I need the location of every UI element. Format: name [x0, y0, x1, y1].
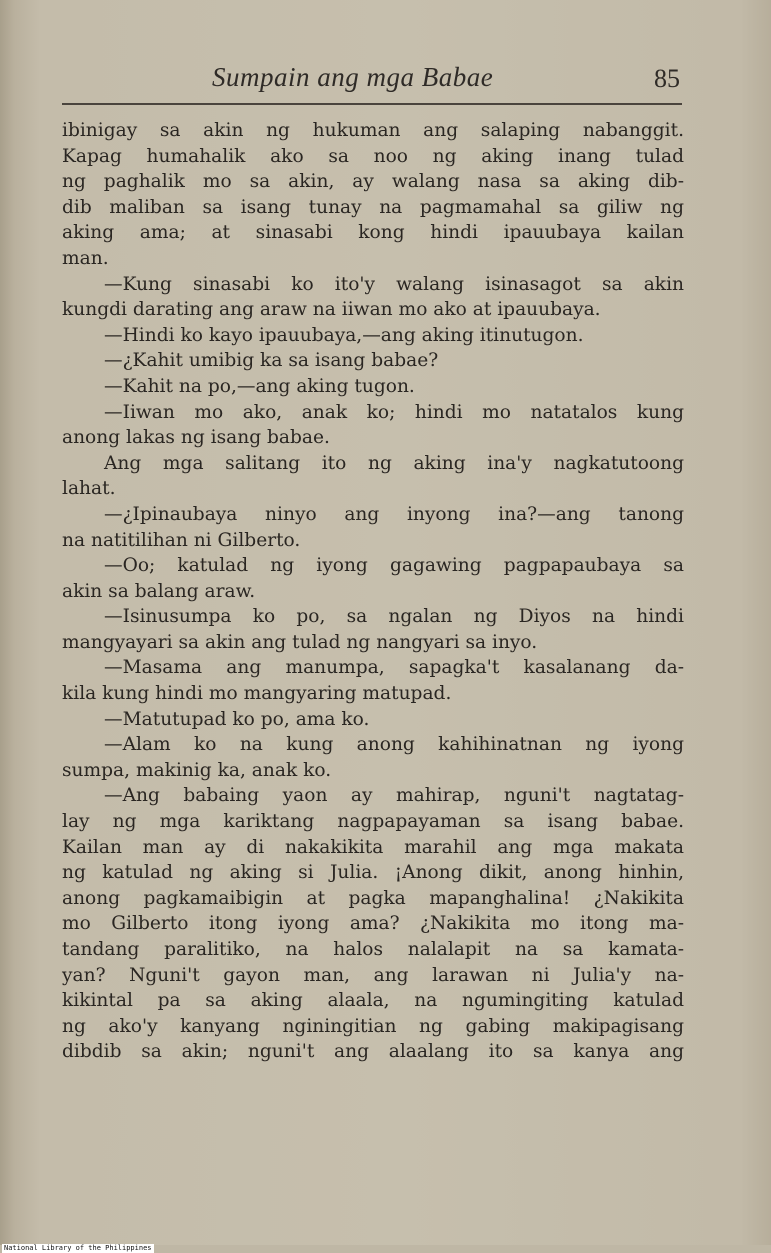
text-line: lay ng mga kariktang nagpapayaman sa isang babae.: [62, 811, 684, 833]
text-line: —Kung sinasabi ko ito'y walang isinasagot sa akin: [104, 273, 684, 295]
text-line: man.: [62, 247, 109, 269]
text-line: dibdib sa akin; nguni't ang alaalang ito sa kanya ang: [62, 1041, 684, 1063]
text-line: kikintal pa sa aking alaala, na ngumingiting katulad: [62, 990, 684, 1012]
text-line: lahat.: [62, 478, 116, 500]
text-line: ibinigay sa akin ng hukuman ang salaping nabanggit.: [62, 120, 684, 141]
text-line: —Hindi ko kayo ipauubaya,—ang aking itinutugon.: [104, 324, 584, 346]
text-line: kungdi darating ang araw na iiwan mo ako at ipauubaya.: [62, 299, 601, 321]
text-line: —¿Kahit umibig ka sa isang babae?: [104, 350, 439, 372]
text-line: —Kahit na po,—ang aking tugon.: [104, 375, 415, 397]
text-line: yan? Nguni't gayon man, ang larawan ni Julia'y na-: [62, 964, 684, 986]
text-line: dib maliban sa isang tunay na pagmamahal sa giliw ng: [62, 196, 684, 218]
text-line: ng katulad ng aking si Julia. ¡Anong dikit, anong hinhin,: [62, 862, 684, 884]
text-line: anong lakas ng isang babae.: [62, 427, 330, 449]
library-credit: National Library of the Philippines: [4, 1244, 152, 1252]
page-number: 85: [654, 64, 680, 93]
text-line: sumpa, makinig ka, anak ko.: [62, 759, 332, 781]
text-line: —Masama ang manumpa, sapagka't kasalanang da-: [104, 657, 684, 679]
text-line: —¿Ipinaubaya ninyo ang inyong ina?—ang tanong: [104, 503, 684, 525]
text-line: tandang paralitiko, na halos nalalapit na sa kamata-: [62, 939, 684, 960]
text-line: —Matutupad ko po, ama ko.: [104, 708, 370, 730]
text-line: na natitilihan ni Gilberto.: [62, 529, 301, 551]
text-line: Kailan man ay di nakakikita marahil ang mga makata: [62, 836, 684, 858]
page-header: [62, 62, 682, 102]
text-line: akin sa balang araw.: [62, 580, 256, 602]
text-line: ng ako'y kanyang nginingitian ng gabing makipagisang: [62, 1015, 684, 1037]
text-line: anong pagkamaibigin at pagka mapanghalina! ¿Nakikita: [62, 887, 684, 909]
text-line: aking ama; at sinasabi kong hindi ipauubaya kailan: [62, 222, 684, 244]
header-rule: [62, 103, 682, 105]
text-line: —Ang babaing yaon ay mahirap, nguni't nagtatag-: [104, 785, 684, 807]
body-text: [62, 118, 684, 1065]
text-line: ng paghalik mo sa akin, ay walang nasa sa aking dib-: [62, 171, 684, 193]
text-line: kila kung hindi mo mangyaring matupad.: [62, 683, 452, 705]
text-line: —Iiwan mo ako, anak ko; hindi mo natatalos kung: [104, 401, 684, 423]
running-title: Sumpain ang mga Babae: [212, 62, 494, 92]
text-line: —Isinusumpa ko po, sa ngalan ng Diyos na hindi: [104, 606, 684, 628]
text-line: —Oo; katulad ng iyong gagawing pagpapaubaya sa: [104, 555, 684, 577]
text-line: Kapag humahalik ako sa noo ng aking inang tulad: [62, 145, 684, 167]
text-line: Ang mga salitang ito ng aking ina'y nagkatutoong: [104, 452, 684, 474]
text-line: mangyayari sa akin ang tulad ng nangyari sa inyo.: [62, 631, 538, 653]
text-line: mo Gilberto itong iyong ama? ¿Nakikita mo itong ma-: [62, 913, 684, 935]
text-line: —Alam ko na kung anong kahihinatnan ng iyong: [104, 734, 684, 756]
